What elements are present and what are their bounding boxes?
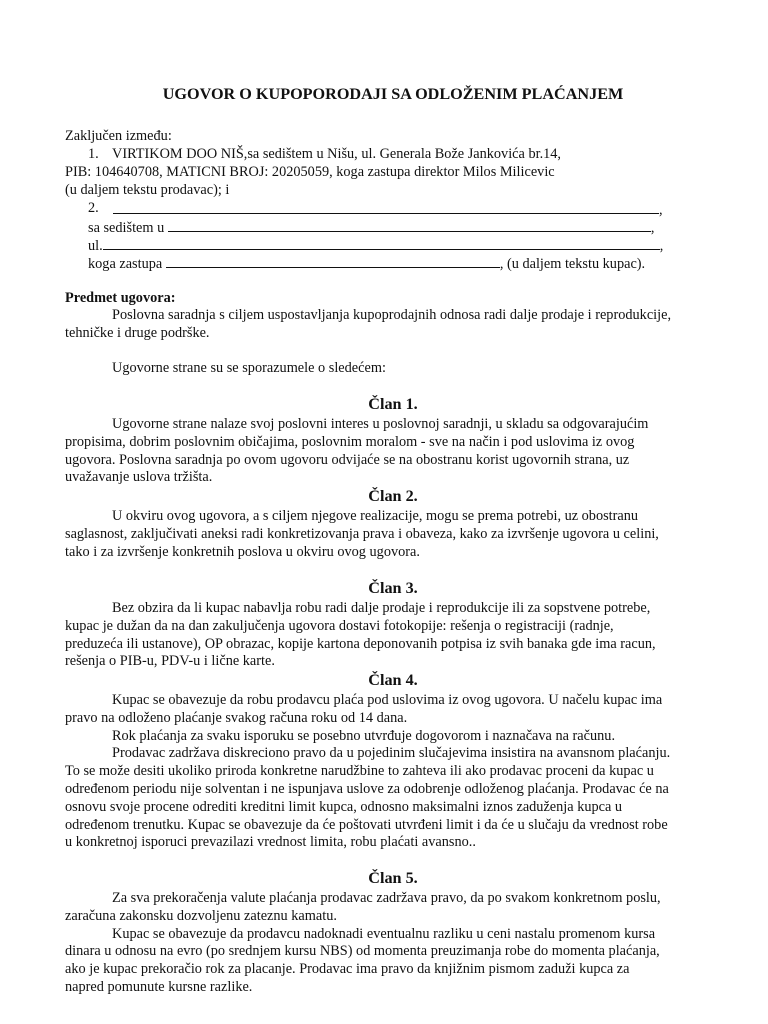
article-3-heading: Član 3. bbox=[368, 579, 418, 597]
party2-number: 2. bbox=[88, 200, 99, 216]
article-4-heading: Član 4. bbox=[368, 671, 418, 689]
subject-line2: tehničke i druge podrške. bbox=[65, 325, 210, 341]
article-5-body: Za sva prekoračenja valute plaćanja prodavac zadržava pravo, da po svakom konkretnom poslu, zaračuna zakonsku dozvoljenu zateznu kamatu. Kupac se obavezuje da prodavcu nadoknadi eventualnu razliku u ceni nastalu promenom kursa dinara u odnosu na evro (po srednjem kursu NBS) od momenta preuzimanja robe do momenta plaćanja, ako je kupac prekoračio rok za placanje. Prodavac ima pravo da knjižnim pismom zaduži kupca za napred pomunute kursne razlike. bbox=[65, 890, 661, 995]
concluded-between: Zaključen između: bbox=[65, 128, 172, 144]
party2-name-blank: , bbox=[113, 200, 663, 220]
party2-seat-line: sa sedištem u , bbox=[88, 220, 655, 236]
article-1-body: Ugovorne strane nalaze svoj poslovni interes u poslovnoj saradnji, u skladu sa odgovarajućim propisima, dobrim poslovnim običajima, poslovnim moralom - sve na način i pod uslovima iz ovog ugovora. Poslovna saradnja po ovom ugovoru odvijaće se na obostranu korist ugovornih strana, uz uvažavanje uslova tržišta. bbox=[65, 416, 649, 486]
party1-line1: VIRTIKOM DOO NIŠ,sa sedištem u Nišu, ul. Generala Bože Jankovića br.14, bbox=[112, 146, 562, 162]
party2-seat-label: sa sedištem u bbox=[88, 220, 165, 236]
article-2-body: U okviru ovog ugovora, a s ciljem njegove realizacije, mogu se prema potrebi, uz obostranu saglasnost, zaključivati aneksi radi konkretizovanja prava i obaveza, kako za izvršenje ugovora u celini, tako i za izvršenje konkretnih poslova u okviru ovog ugovora. bbox=[65, 508, 659, 560]
article-4-body: Kupac se obavezuje da robu prodavcu plaća pod uslovima iz ovog ugovora. U načelu kupac ima pravo na odloženo plaćanje svakog računa roku od 14 dana. Rok plaćanja za svaku isporuku se posebno utvrđuje dogovorom i naznačava na računu. Prodavac zadržava diskreciono pravo da u pojedinim slučajevima insistira na avansnom plaćanju. To se može desiti ukoliko priroda konkretne narudžbine to zahteva ili ako prodavac proceni da kupac u određenom periodu nije solventan i ne ispunjava uslove za odobrenje odloženog plaćanja. Prodavac će na osnovu svoje procene odrediti kreditni limit kupca, odnosno maksimalni iznos zaduženja kupca u određenom trenutku. Kupac se obavezuje da će poštovati utvrđeni limit i da će u slučaju da vrednost robe u konkretnoj isporuci prevazilazi vrednost limita, robu plaćati avansno.. bbox=[65, 692, 671, 851]
article-3-body: Bez obzira da li kupac nabavlja robu radi dalje prodaje i reprodukcije ili za sopstvene potrebe, kupac je dužan da na dan zakuljučenja ugovora dostavi fotokopije: rešenja o registraciji (radnje, preduzeća ili ustanove), OP obrazac, kopije kartona deponovanih potpisa iz svih banaka gde ima racun, rešenja o PIB-u, PDV-u i lične karte. bbox=[65, 600, 656, 670]
party2-suffix: , (u daljem tekstu kupac). bbox=[499, 256, 646, 272]
subject-heading: Predmet ugovora: bbox=[65, 290, 176, 306]
party1-line2: PIB: 104640708, MATICNI BROJ: 20205059, koga zastupa direktor Milos Milicevic bbox=[65, 164, 555, 180]
party1-number: 1. bbox=[88, 146, 99, 162]
article-2-heading: Član 2. bbox=[368, 487, 418, 505]
party2-rep-line bbox=[88, 254, 645, 274]
subject-line1: Poslovna saradnja s ciljem uspostavljanja kupoprodajnih odnosa radi dalje prodaje i reprodukcije, bbox=[112, 307, 672, 323]
party1-line3: (u daljem tekstu prodavac); i bbox=[65, 182, 230, 198]
party2-street-label: ul. bbox=[88, 238, 103, 254]
agreed-text: Ugovorne strane su se sporazumele o sledećem: bbox=[112, 360, 386, 376]
document-title: UGOVOR O KUPOPORODAJI SA ODLOŽENIM PLAĆANJEM bbox=[162, 85, 624, 103]
party2-rep-label: koga zastupa bbox=[88, 256, 163, 272]
party2-street-line: ul. , bbox=[88, 238, 664, 254]
article-5-heading: Član 5. bbox=[368, 869, 418, 887]
article-1-heading: Član 1. bbox=[368, 395, 418, 413]
